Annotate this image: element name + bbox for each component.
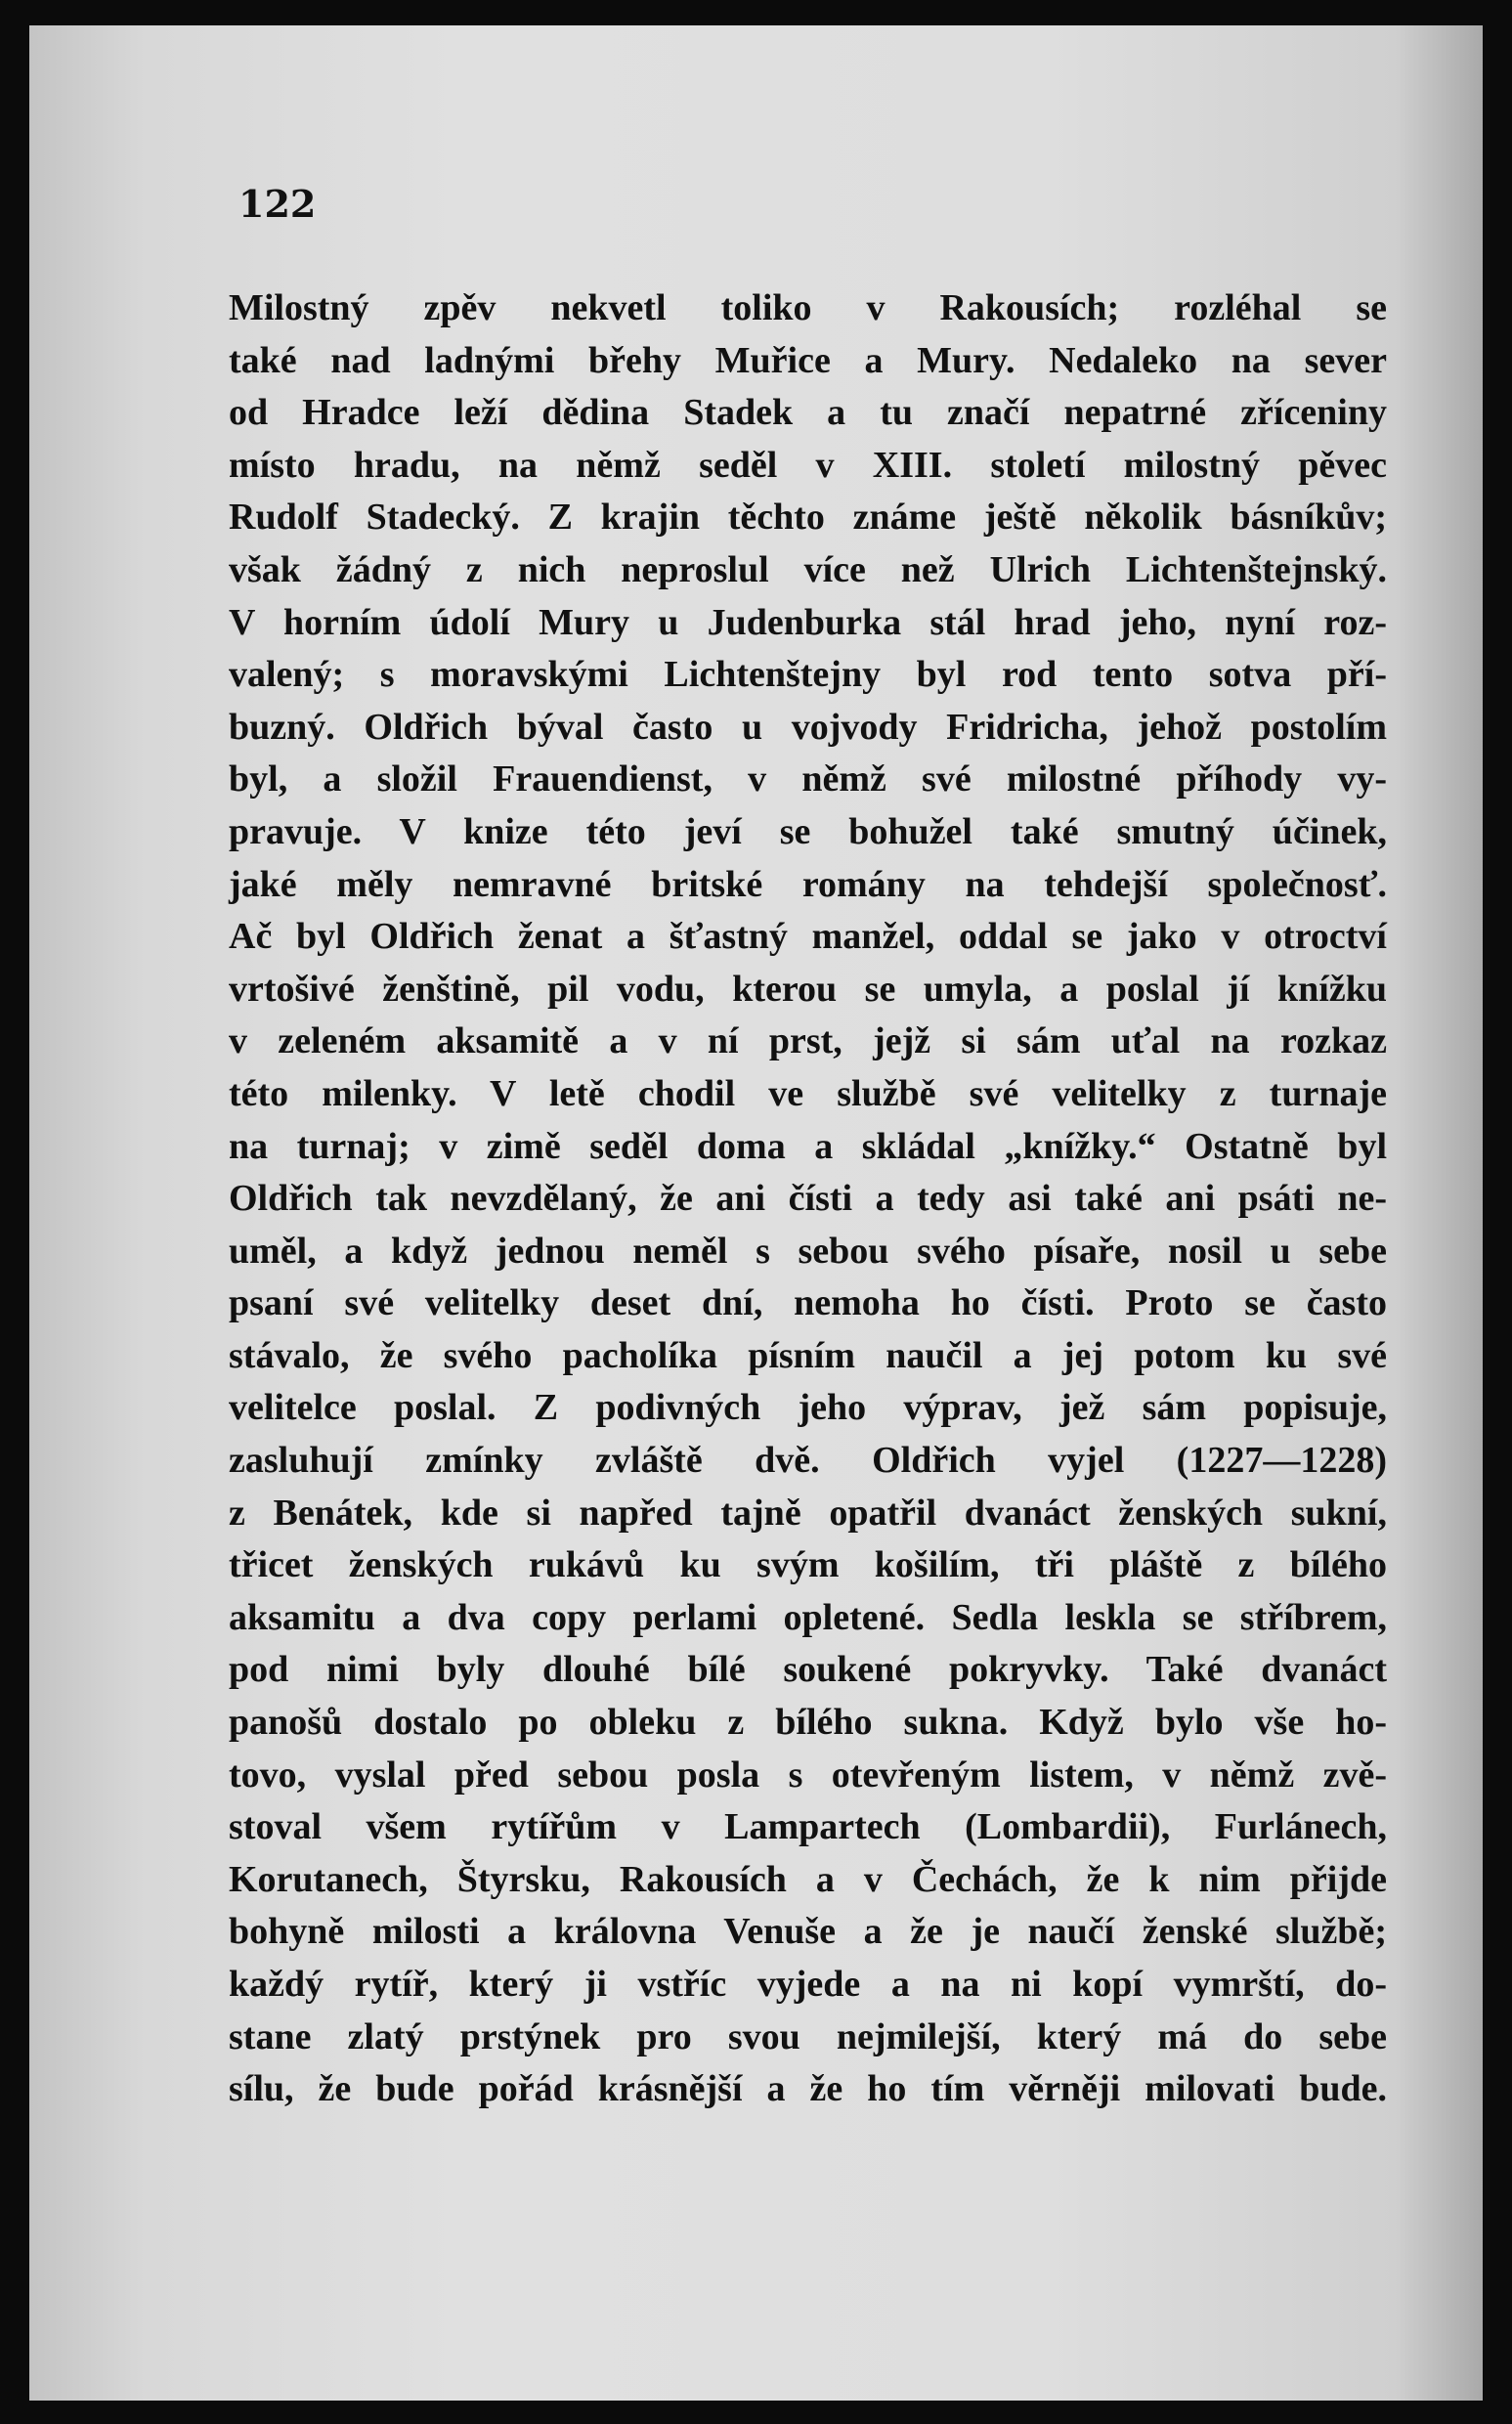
text-line: uměl, a když jednou neměl s sebou svého písaře, nosil u sebe xyxy=(229,1230,1387,1272)
text-line: buzný. Oldřich býval často u vojvody Fridricha, jehož postolím xyxy=(229,706,1387,748)
text-line: na turnaj; v zimě seděl doma a skládal „knížky.“ Ostatně byl xyxy=(229,1125,1387,1167)
text-line: pravuje. V knize této jeví se bohužel také smutný účinek, xyxy=(229,810,1387,852)
text-line: bohyně milosti a královna Venuše a že je naučí ženské službě; xyxy=(229,1911,1387,1953)
book-page xyxy=(29,25,1483,2401)
text-line: třicet ženských rukávů ku svým košilím, tři pláště z bílého xyxy=(229,1544,1387,1586)
text-line: této milenky. V letě chodil ve službě své velitelky z turnaje xyxy=(229,1072,1387,1114)
text-line: také nad ladnými břehy Muřice a Mury. Nedaleko na sever xyxy=(229,339,1387,381)
text-line: zasluhují zmínky zvláště dvě. Oldřich vyjel (1227—1228) xyxy=(229,1440,1387,1482)
text-line: od Hradce leží dědina Stadek a tu značí nepatrné zříceniny xyxy=(229,392,1387,434)
text-line: Rudolf Stadecký. Z krajin těchto známe ještě několik básníkův; xyxy=(229,497,1387,539)
text-line: byl, a složil Frauendienst, v němž své milostné příhody vy- xyxy=(229,758,1387,801)
text-line: v zeleném aksamitě a v ní prst, jejž si sám uťal na rozkaz xyxy=(229,1020,1387,1062)
text-line: místo hradu, na němž seděl v XIII. století milostný pěvec xyxy=(229,444,1387,486)
text-line: stoval všem rytířům v Lampartech (Lombardii), Furlánech, xyxy=(229,1806,1387,1848)
text-line: psaní své velitelky deset dní, nemoha ho čísti. Proto se často xyxy=(229,1282,1387,1324)
text-line: Ač byl Oldřich ženat a šťastný manžel, oddal se jako v otroctví xyxy=(229,916,1387,958)
body-text xyxy=(229,282,1387,2116)
text-line: V horním údolí Mury u Judenburka stál hrad jeho, nyní roz- xyxy=(229,601,1387,643)
text-line: jaké měly nemravné britské romány na tehdejší společnosť. xyxy=(229,863,1387,905)
text-line: z Benátek, kde si napřed tajně opatřil dvanáct ženských sukní, xyxy=(229,1492,1387,1534)
text-line: vrtošivé ženštině, pil vodu, kterou se umyla, a poslal jí knížku xyxy=(229,968,1387,1010)
text-line: Korutanech, Štyrsku, Rakousích a v Čechách, že k nim přijde xyxy=(229,1858,1387,1900)
text-line: stávalo, že svého pacholíka písním naučil a jej potom ku své xyxy=(229,1334,1387,1376)
text-line: každý rytíř, který ji vstříc vyjede a na ni kopí vymrští, do- xyxy=(229,1964,1387,2005)
text-line: pod nimi byly dlouhé bílé soukené pokryvky. Také dvanáct xyxy=(229,1649,1387,1691)
text-line: sílu, že bude pořád krásnější a že ho tím věrněji milovati bude. xyxy=(229,2068,1387,2110)
text-line: panošů dostalo po obleku z bílého sukna. Když bylo vše ho- xyxy=(229,1702,1387,1744)
text-line: Milostný zpěv nekvetl toliko v Rakousích; rozléhal se xyxy=(229,287,1387,328)
text-line: valený; s moravskými Lichtenštejny byl rod tento sotva pří- xyxy=(229,654,1387,696)
page-number: 122 xyxy=(238,182,317,226)
text-line: tovo, vyslal před sebou posla s otevřeným listem, v němž zvě- xyxy=(229,1753,1387,1796)
text-line: Oldřich tak nevzdělaný, že ani čísti a tedy asi také ani psáti ne- xyxy=(229,1178,1387,1220)
text-line: však žádný z nich neproslul více než Ulrich Lichtenštejnský. xyxy=(229,548,1387,590)
text-line: velitelce poslal. Z podivných jeho výprav, jež sám popisuje, xyxy=(229,1387,1387,1429)
text-line: aksamitu a dva copy perlami opletené. Sedla leskla se stříbrem, xyxy=(229,1596,1387,1638)
text-line: stane zlatý prstýnek pro svou nejmilejší, který má do sebe xyxy=(229,2015,1387,2057)
